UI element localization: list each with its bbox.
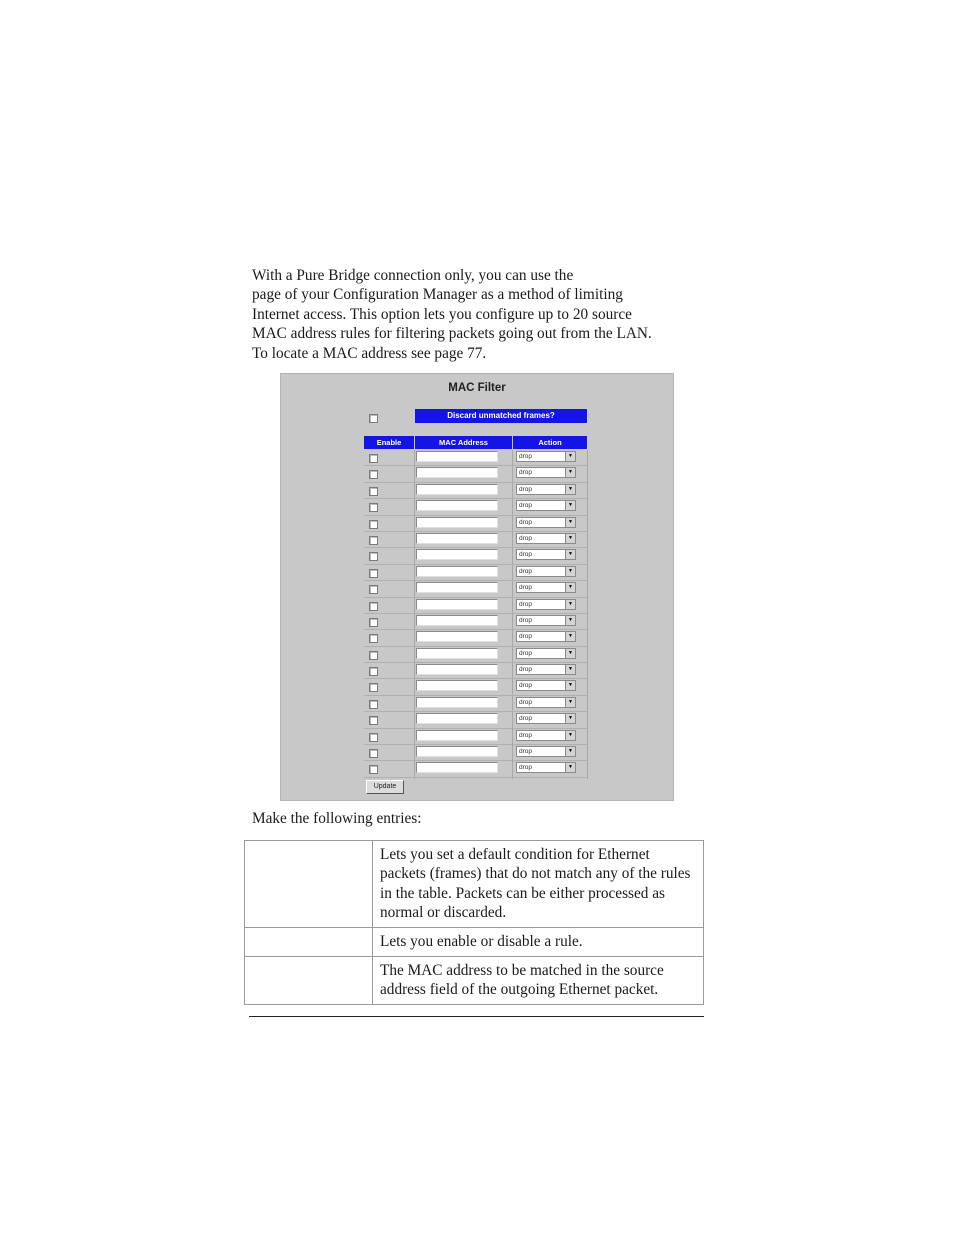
mac-address-input[interactable] bbox=[416, 533, 498, 544]
rule-enable-checkbox[interactable] bbox=[369, 569, 378, 578]
chevron-down-icon[interactable]: ▼ bbox=[565, 485, 575, 494]
column-header-mac-address: MAC Address bbox=[415, 436, 512, 449]
mac-address-input[interactable] bbox=[416, 566, 498, 577]
chevron-down-icon[interactable]: ▼ bbox=[565, 665, 575, 674]
action-select[interactable] bbox=[516, 566, 576, 577]
rule-enable-checkbox[interactable] bbox=[369, 716, 378, 725]
intro-line: To locate a MAC address see page 77. bbox=[252, 344, 487, 362]
table-row bbox=[245, 841, 704, 928]
action-select[interactable] bbox=[516, 713, 576, 724]
intro-line: page of your Configuration Manager as a method of limiting bbox=[252, 286, 623, 304]
rule-enable-checkbox[interactable] bbox=[369, 651, 378, 660]
filter-rule-row bbox=[364, 532, 587, 548]
filter-rule-row bbox=[364, 696, 587, 712]
mac-address-input[interactable] bbox=[416, 451, 498, 462]
action-select[interactable] bbox=[516, 517, 576, 528]
action-select-value: drop bbox=[519, 502, 533, 510]
action-select[interactable] bbox=[516, 451, 576, 462]
filter-rule-row bbox=[364, 548, 587, 564]
mac-filter-screenshot bbox=[280, 373, 674, 801]
chevron-down-icon[interactable]: ▼ bbox=[565, 550, 575, 559]
action-select-value: drop bbox=[519, 567, 533, 575]
filter-rule-row bbox=[364, 483, 587, 499]
chevron-down-icon[interactable]: ▼ bbox=[565, 452, 575, 461]
filter-rule-row bbox=[364, 647, 587, 663]
filter-rule-row bbox=[364, 712, 587, 728]
mac-address-input[interactable] bbox=[416, 648, 498, 659]
rule-enable-checkbox[interactable] bbox=[369, 765, 378, 774]
mac-address-input[interactable] bbox=[416, 615, 498, 626]
rule-enable-checkbox[interactable] bbox=[369, 733, 378, 742]
mac-address-input[interactable] bbox=[416, 697, 498, 708]
action-select-value: drop bbox=[519, 698, 533, 706]
action-select-value: drop bbox=[519, 453, 533, 460]
rule-enable-checkbox[interactable] bbox=[369, 520, 378, 529]
action-select[interactable] bbox=[516, 484, 576, 495]
chevron-down-icon[interactable]: ▼ bbox=[565, 681, 575, 690]
mac-address-input[interactable] bbox=[416, 500, 498, 511]
entry-field bbox=[245, 928, 373, 957]
chevron-down-icon[interactable]: ▼ bbox=[565, 714, 575, 723]
chevron-down-icon[interactable]: ▼ bbox=[565, 747, 575, 756]
action-select[interactable] bbox=[516, 746, 576, 757]
filter-rule-row bbox=[364, 761, 587, 777]
rule-enable-checkbox[interactable] bbox=[369, 536, 378, 545]
action-select-value: drop bbox=[519, 633, 533, 641]
filter-rule-row bbox=[364, 499, 587, 515]
chevron-down-icon[interactable]: ▼ bbox=[565, 518, 575, 527]
action-select-value: drop bbox=[519, 600, 533, 608]
filter-rule-row bbox=[364, 679, 587, 695]
action-select[interactable] bbox=[516, 582, 576, 593]
discard-unmatched-label: Discard unmatched frames? bbox=[415, 409, 587, 423]
rule-enable-checkbox[interactable] bbox=[369, 634, 378, 643]
entry-field bbox=[245, 957, 373, 1005]
mac-address-input[interactable] bbox=[416, 664, 498, 675]
make-entries-text: Make the following entries: bbox=[252, 810, 422, 827]
action-select-value: drop bbox=[519, 551, 533, 559]
action-select-value: drop bbox=[519, 682, 533, 690]
entry-description: Lets you set a default condition for Ethernet packets (frames) that do not match any of the rules in the table. Packets can be either processed as normal or discarded. bbox=[373, 841, 704, 928]
discard-unmatched-checkbox[interactable] bbox=[369, 414, 378, 423]
filter-rule-row bbox=[364, 663, 587, 679]
rule-enable-checkbox[interactable] bbox=[369, 700, 378, 709]
action-select-value: drop bbox=[519, 584, 533, 592]
rule-enable-checkbox[interactable] bbox=[369, 585, 378, 594]
action-select[interactable] bbox=[516, 648, 576, 659]
action-select[interactable] bbox=[516, 467, 576, 478]
mac-address-input[interactable] bbox=[416, 517, 498, 528]
chevron-down-icon[interactable]: ▼ bbox=[565, 698, 575, 707]
action-select[interactable] bbox=[516, 762, 576, 773]
action-select-value: drop bbox=[519, 764, 533, 772]
action-select-value: drop bbox=[519, 518, 533, 526]
chevron-down-icon[interactable]: ▼ bbox=[565, 616, 575, 625]
column-divider bbox=[587, 450, 588, 779]
filter-rule-row bbox=[364, 581, 587, 597]
rule-enable-checkbox[interactable] bbox=[369, 487, 378, 496]
rule-enable-checkbox[interactable] bbox=[369, 503, 378, 512]
intro-line: With a Pure Bridge connection only, you can use the bbox=[252, 267, 574, 284]
chevron-down-icon[interactable]: ▼ bbox=[565, 501, 575, 510]
action-select-value: drop bbox=[519, 715, 533, 723]
action-select-value: drop bbox=[519, 616, 533, 624]
action-select-value: drop bbox=[519, 666, 533, 674]
column-header-enable: Enable bbox=[364, 436, 414, 449]
mac-address-input[interactable] bbox=[416, 746, 498, 757]
intro-paragraph bbox=[252, 266, 702, 363]
action-select[interactable] bbox=[516, 697, 576, 708]
action-select-value: drop bbox=[519, 731, 533, 739]
filter-rule-row bbox=[364, 516, 587, 532]
filter-rule-row bbox=[364, 745, 587, 761]
chevron-down-icon[interactable]: ▼ bbox=[565, 600, 575, 609]
rule-enable-checkbox[interactable] bbox=[369, 683, 378, 692]
filter-rule-row bbox=[364, 598, 587, 614]
update-button[interactable]: Update bbox=[366, 780, 404, 794]
mac-address-input[interactable] bbox=[416, 582, 498, 593]
table-row bbox=[245, 957, 704, 1005]
chevron-down-icon[interactable]: ▼ bbox=[565, 649, 575, 658]
action-select-value: drop bbox=[519, 649, 533, 657]
action-select[interactable] bbox=[516, 599, 576, 610]
intro-line: Internet access. This option lets you configure up to 20 source bbox=[252, 305, 632, 323]
action-select-value: drop bbox=[519, 534, 533, 542]
action-select[interactable] bbox=[516, 615, 576, 626]
entry-field bbox=[245, 841, 373, 928]
chevron-down-icon[interactable]: ▼ bbox=[565, 583, 575, 592]
filter-rule-row bbox=[364, 729, 587, 745]
chevron-down-icon[interactable]: ▼ bbox=[565, 763, 575, 772]
chevron-down-icon[interactable]: ▼ bbox=[565, 468, 575, 477]
action-select-value: drop bbox=[519, 748, 533, 756]
filter-rule-row bbox=[364, 466, 587, 482]
entry-description: Lets you enable or disable a rule. bbox=[373, 928, 704, 957]
mac-address-input[interactable] bbox=[416, 680, 498, 691]
action-select[interactable] bbox=[516, 631, 576, 642]
rule-enable-checkbox[interactable] bbox=[369, 470, 378, 479]
mac-address-input[interactable] bbox=[416, 631, 498, 642]
filter-rule-row bbox=[364, 614, 587, 630]
entry-description: The MAC address to be matched in the source address field of the outgoing Ethernet packet. bbox=[373, 957, 704, 1005]
filter-rule-row bbox=[364, 630, 587, 646]
table-row bbox=[245, 928, 704, 957]
column-header-action: Action bbox=[513, 436, 587, 449]
mac-address-input[interactable] bbox=[416, 730, 498, 741]
mac-address-input[interactable] bbox=[416, 484, 498, 495]
rule-enable-checkbox[interactable] bbox=[369, 667, 378, 676]
action-select[interactable] bbox=[516, 549, 576, 560]
action-select[interactable] bbox=[516, 680, 576, 691]
mac-address-input[interactable] bbox=[416, 762, 498, 773]
mac-address-input[interactable] bbox=[416, 599, 498, 610]
mac-address-input[interactable] bbox=[416, 467, 498, 478]
footer-rule bbox=[249, 1016, 704, 1017]
entries-table bbox=[244, 840, 704, 1005]
rule-enable-checkbox[interactable] bbox=[369, 552, 378, 561]
action-select-value: drop bbox=[519, 485, 533, 493]
intro-line: MAC address rules for filtering packets going out from the LAN. bbox=[252, 325, 652, 343]
filter-rule-row bbox=[364, 565, 587, 581]
mac-address-input[interactable] bbox=[416, 713, 498, 724]
filter-rule-row bbox=[364, 450, 587, 466]
action-select[interactable] bbox=[516, 730, 576, 741]
action-select[interactable] bbox=[516, 664, 576, 675]
chevron-down-icon[interactable]: ▼ bbox=[565, 534, 575, 543]
rule-enable-checkbox[interactable] bbox=[369, 454, 378, 463]
chevron-down-icon[interactable]: ▼ bbox=[565, 567, 575, 576]
chevron-down-icon[interactable]: ▼ bbox=[565, 632, 575, 641]
chevron-down-icon[interactable]: ▼ bbox=[565, 731, 575, 740]
mac-address-input[interactable] bbox=[416, 549, 498, 560]
rule-enable-checkbox[interactable] bbox=[369, 618, 378, 627]
rule-enable-checkbox[interactable] bbox=[369, 749, 378, 758]
action-select[interactable] bbox=[516, 533, 576, 544]
action-select-value: drop bbox=[519, 469, 533, 477]
rule-enable-checkbox[interactable] bbox=[369, 602, 378, 611]
mac-filter-title: MAC Filter bbox=[448, 382, 506, 394]
filter-rules-table bbox=[364, 450, 587, 778]
action-select[interactable] bbox=[516, 500, 576, 511]
